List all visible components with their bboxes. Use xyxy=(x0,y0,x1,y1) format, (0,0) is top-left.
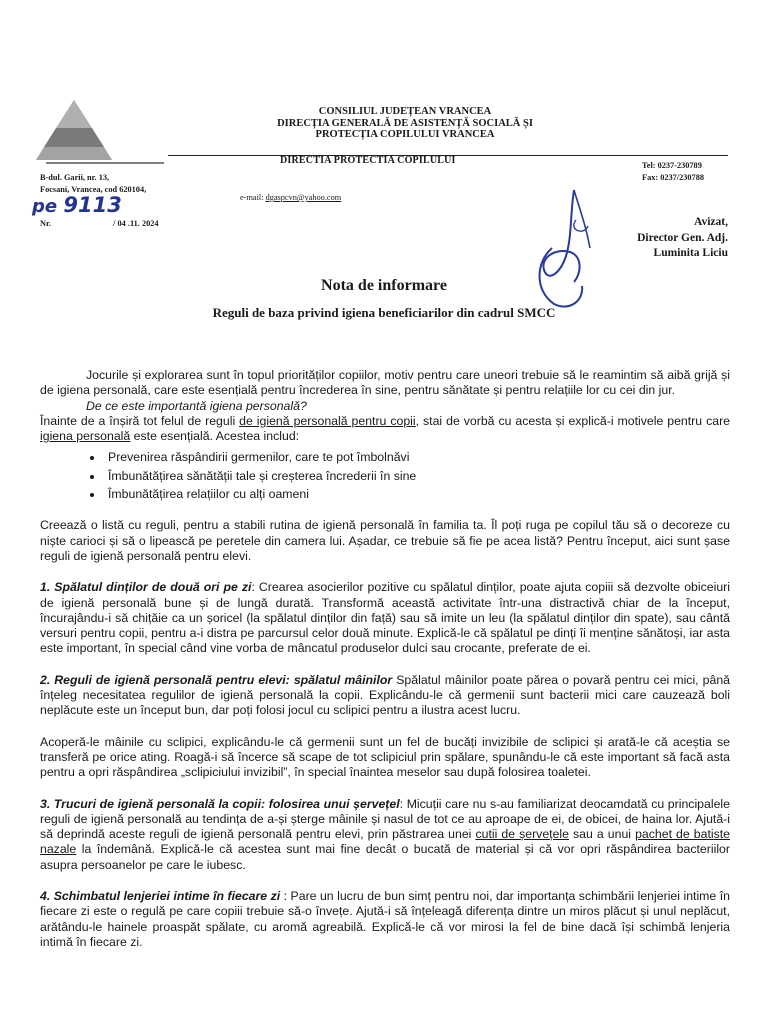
pyramid-logo xyxy=(36,100,164,170)
intro-paragraph: Jocurile și explorarea sunt în topul priorităților copiilor, motiv pentru care uneori trebuie să le reamintim să aibă grijă și de igiena personală, care este esențială pentru încrederea în sine, pentru sănătate și pentru relațiile lor cu cei din jur. xyxy=(40,368,730,398)
department-name: DIRECTIA PROTECTIA COPILULUI xyxy=(280,155,456,166)
section-heading: 3. Trucuri de igienă personală la copii: folosirea unui șervețel xyxy=(40,796,400,811)
reg-date: / 04 .11. 2024 xyxy=(111,219,159,228)
approval-line: Luminita Liciu xyxy=(653,247,728,259)
approval-block xyxy=(637,215,728,262)
spacer xyxy=(40,781,730,797)
org-line: CONSILIUL JUDEȚEAN VRANCEA xyxy=(318,106,492,117)
inline-link[interactable]: cutii de șervețele xyxy=(475,827,569,842)
paragraph-reasons xyxy=(40,414,730,445)
handwritten-number: 9113 xyxy=(63,193,122,217)
text-span: Înainte de a înșiră tot felul de reguli xyxy=(40,413,240,428)
fax-number: Fax: 0237/230788 xyxy=(642,172,704,182)
phone-number: Tel: 0237-230789 xyxy=(642,161,702,170)
approval-line: Director Gen. Adj. xyxy=(637,231,728,244)
inline-link[interactable]: igiena personală xyxy=(40,429,131,444)
section-text: : Pare un lucru de bun simț pentru noi, dar importanța schimbării lenjeriei intime în fiecare zi este o regulă pe care copiii trebuie să-o învețe. Ajută-i să înțeleagă diferența dintre un miros plăcut și unul neplăcut, arătându-le hainele proaspăt spălate, cu aromă agreabilă. Explică-le că vor mirosi la fel de bine dacă își schimbă lenjeria intimă în fiecare zi. xyxy=(40,889,730,949)
spacer xyxy=(40,505,730,518)
approval-line: Avizat, xyxy=(694,216,728,228)
section-2 xyxy=(40,673,730,719)
section-1 xyxy=(40,580,730,656)
email-label: e-mail: xyxy=(240,193,266,202)
question-line: De ce este importantă igiena personală? xyxy=(86,398,307,413)
inline-link[interactable]: de igienă personală pentru copii xyxy=(239,413,416,428)
spacer xyxy=(40,719,730,735)
benefits-list xyxy=(40,450,730,502)
handwritten-prefix: pe xyxy=(32,196,58,217)
inline-link[interactable]: pachet de batiste nazale xyxy=(40,827,730,857)
section-text: : Micuții care nu s-au familiarizat deocamdată cu principalele reguli de igienă personală au tendința de a-și șterge mâinile și nasul de tot ce au aproape de ei, de obicei, de haina lor. Ajută-i să deprindă aceste reguli de igienă personală pentru elevi, prin păstrarea unei xyxy=(40,796,731,842)
spacer xyxy=(40,564,730,580)
text-span: este esențială. Acestea includ: xyxy=(130,429,300,444)
section-text: sau a unui xyxy=(568,827,636,842)
reg-label: Nr. xyxy=(40,219,54,228)
organization-name xyxy=(250,106,560,141)
document-body xyxy=(40,368,730,950)
email-link[interactable]: dgaspcvn@yahoo.com xyxy=(265,193,342,202)
paragraph-list-intro: Creează o listă cu reguli, pentru a stabili rutina de igienă personală în familia ta. Îl poți ruga pe copilul tău să o decoreze cu niște carioci și să o lipească pe peretele din camera lui. Așadar, ce trebuie să fie pe acea listă? Pentru început, aici sunt șase reguli de igienă personală pentru elevi. xyxy=(40,518,730,563)
section-text: la îndemână. Explică-le că acestea sunt mai fine decât o bucată de material și că vor opri răspândirea bacteriilor asupra persoanelor pe care le iubesc. xyxy=(40,842,730,872)
org-line: PROTECȚIA COPILULUI VRANCEA xyxy=(315,129,495,140)
section-text: : Crearea asocierilor pozitive cu spălatul dinților, poate ajuta copiii să dezvolte obiceiuri de igienă personală bune și de lungă durată. Transformă această activitate într-una distractivă chiar de la început, încurajându-i să chițăie ca un șoricel (la spălatul dinților din față) sau să imite un leu (la spălatul dinților din spate), sau cântă versuri pentru copii, pentru a-i distra pe parcursul celor două minute. Explică-le că spălatul pe dinți îi menține sănătoși, iar asta este important, în special când vine vorba de mâncatul produselor dulci sau crocante, preferate de ei. xyxy=(40,580,730,656)
spacer xyxy=(40,873,730,889)
contact-phones xyxy=(642,160,704,183)
handwritten-reg-number xyxy=(32,193,122,217)
spacer xyxy=(40,657,730,673)
org-line: DIRECȚIA GENERALĂ DE ASISTENȚĂ SOCIALĂ ȘI xyxy=(277,117,533,129)
section-text: Spălatul mâinilor poate părea o povară pentru cei mici, până înțeleg necesitatea regulilor de igienă personală la copii. Explicându-le că germenii sunt bacterii mici care cauzează boli neplăcute este un început bun, dar poți folosi jocul cu sclipici pentru a ilustra acest lucru. xyxy=(40,672,730,718)
address xyxy=(40,172,146,195)
registration-number xyxy=(32,193,159,228)
email-line xyxy=(240,193,341,202)
address-line: Focsani, Vrancea, cod 620104, xyxy=(40,184,147,194)
address-line: B-dul. Garii, nr. 13, xyxy=(40,173,110,182)
section-2-paragraph: Acoperă-le mâinile cu sclipici, explicându-le că germenii sunt un fel de bucăți invizibile de sclipici și arată-le că aceștia se transferă pe orice ating. Roagă-i să încerce să scape de tot sclipiciul prin spălare, spunându-le că este important să facă asta pentru a opri răspândirea „sclipiciului invizibil”, în special înaintea meselor sau după folosirea toaletei. xyxy=(40,734,730,780)
section-heading: 2. Reguli de igienă personală pentru elevi: spălatul mâinilor xyxy=(40,672,393,687)
list-item: • Îmbunătățirea relațiilor cu alți oameni xyxy=(104,487,730,502)
text-span: , stai de vorbă cu acesta și explică-i motivele pentru care xyxy=(415,413,730,428)
section-heading: 1. Spălatul dinților de două ori pe zi xyxy=(40,580,252,595)
section-heading: 4. Schimbatul lenjeriei intime în fiecare zi xyxy=(40,889,281,904)
document-title: Nota de informare xyxy=(321,277,447,294)
list-item: • Prevenirea răspândirii germenilor, care te pot îmbolnăvi xyxy=(104,450,730,465)
list-item: • Îmbunătățirea sănătății tale și creșterea încrederii în sine xyxy=(104,469,730,484)
section-3 xyxy=(40,797,730,873)
section-4 xyxy=(40,889,730,950)
document-subtitle: Reguli de baza privind igiena beneficiarilor din cadrul SMCC xyxy=(212,305,556,320)
